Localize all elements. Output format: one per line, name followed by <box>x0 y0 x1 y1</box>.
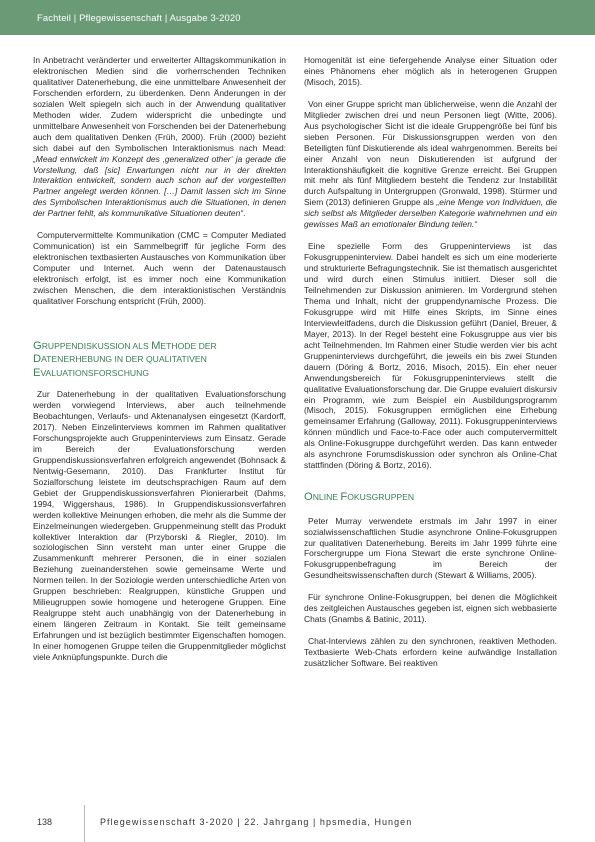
footer-imprint: Pflegewissenschaft 3-2020 | 22. Jahrgang | hpsmedia, Hungen <box>100 817 413 827</box>
paragraph: Computervermittelte Kommunikation (CMC = Computer Mediated Communication) ist ein Sammelbegriff für jegliche Form des elektronischen textbasierten Austausches von Kommunikation über Computer und Internet. Auch wenn der Datenaustausch elektronisch erfolgt, ist es immer noch eine Kommunikation zwischen Menschen, die dem interaktionistischen Verständnis qualitativer Forschung entspricht (Früh, 2000). <box>33 230 286 306</box>
paragraph: Homogenität ist eine tiefergehende Analyse einer Situation oder eines Phänomens eher möglich als in heterogenen Gruppen (Misoch, 2015). <box>304 55 557 87</box>
section-heading: GRUPPENDISKUSSION ALS METHODE DER DATENERHEBUNG IN DER QUALITATIVEN EVALUATIONSFORSCHUNG <box>33 339 217 379</box>
paragraph-text: . <box>243 208 246 219</box>
right-column <box>304 55 557 669</box>
header-bar <box>0 0 595 35</box>
paragraph <box>33 55 286 219</box>
paragraph: Peter Murray verwendete erstmals im Jahr 1997 in einer sozialwissenschaftlichen Studie asynchrone Online-Fokusgruppen zur qualitativen Datenerhebung. Bereits im Jahr 1999 führte eine Forschergruppe um Fiona Stewart die erste synchrone Online-Fokusgruppenbefragung im Bereich der Gesundheitswissenschaften durch (Stewart & Williams, 2005). <box>304 515 557 581</box>
paragraph: Zur Datenerhebung in der qualitativen Evaluationsforschung werden vorwiegend Interviews, aber auch teilnehmende Beobachtungen, Verlaufs- und Aktenanalysen eingesetzt (Kardorff, 2017). Neben Einzelinterviews kommen im Rahmen qualitativer Forschungsprojekte auch Gruppeninterviews zum Einsatz. Gerade im Bereich der Evaluationsforschung werden Gruppendiskussionsverfahren erfolgreich angewendet (Bohnsack & Nentwig-Gesemann, 2010). Das Frankfurter Institut für Sozialforschung leistete im deutschsprachigen Raum auf dem Gebiet der Gruppendiskussionsverfahren Pionierarbeit (Dahms, 1994, Wiggershaus, 1986). In Gruppendiskussionsverfahren werden kollektive Meinungen erhoben, die mehr als die Summe der Einzelmeinungen wiedergeben. Gruppenmeinung stellt das Produkt kollektiver Interaktion dar (Przyborski & Riegler, 2010). Im soziologischen Sinn versteht man unter einer Gruppe die Zusammenkunft mehrerer Personen, die in einer sozialen Beziehung zueinanderstehen sowie gemeinsame Werte und Normen teilen. In der Soziologie werden unterschiedliche Arten von Gruppen beschrieben: Realgruppen, künstliche Gruppen und Milieugruppen sowie homogene und heterogene Gruppen. Eine Realgruppe steht auch unabhängig von der Datenerhebung in einem längeren Zeitraum in Kontakt. Sie teilt gemeinsame Erfahrungen und ist bezüglich bestimmter Eigenschaften homogen. In einer homogenen Gruppe teilen die Gruppenmitglieder möglichst viele Anknüpfungspunkte. Durch die <box>33 389 286 662</box>
paragraph: Für synchrone Online-Fokusgruppen, bei denen die Möglichkeit des zeitgleichen Austausches gegeben ist, eignen sich webbasierte Chats (Gnambs & Batinic, 2011). <box>304 592 557 625</box>
paragraph <box>304 99 557 230</box>
section-heading: ONLINE FOKUSGRUPPEN <box>304 491 415 504</box>
paragraph-text: In Anbetracht veränderter und erweiterter Alltagskommunikation in elektronischen Medien sind die vorherrschenden Techniken qualitativer Datenerhebung, die eine unmittelbare Anwesenheit der Forschenden erfordern, zu überdenken. Denn Änderungen in der sozialen Welt spiegeln sich auch in der Anwendung qualitativer Methoden wider. Zudem widerspricht die unbedingte und unmittelbare Anwesenheit von Forschenden bei der Datenerhebung auch dem qualitativen Denken (Früh, 2000). Früh (2000) bezieht sich dabei auf den Symbolischen Interaktionismus nach Mead: <box>33 55 286 153</box>
quotation: „Mead entwickelt im Konzept des ‚generalized other‘ ja gerade die Vorstellung, daß [sic] Erwartungen nicht nur in der direkten Interaktion entwickelt, sondern auch schon auf der vorgestellten Partner angelegt werden können. […] Damit lassen sich im Sinne des Symbolischen Interaktionismus auch die Situationen, in denen der Partner fehlt, als kommunikative Situationen deuten“ <box>33 153 286 219</box>
running-header: Fachteil | Pflegewissenschaft | Ausgabe 3-2020 <box>37 12 241 23</box>
quotation: „eine Menge von Individuen, die sich selbst als Mitglieder derselben Kategorie wahrnehmen und ein gewisses Maß an emotionaler Bindung teilen.“ <box>304 197 557 230</box>
paragraph: Eine spezielle Form des Gruppeninterviews ist das Fokusgruppeninterview. Dabei handelt es sich um eine moderierte und strukturierte Befragungstechnik. Sie ist thematisch ausgerichtet und wird durch einen Stimulus initiiert. Dieser soll die Teilnehmenden zur Diskussion animieren. Im Vordergrund stehen Thema und Inhalt, nicht der gruppendynamische Prozess. Die Fokusgruppe wird mit Hilfe eines Skripts, im Sinne eines Interviewleitfadens, durch die Diskussion geführt (Daniel, Breuer, & Mayer, 2013). In der Regel besteht eine Fokusgruppe aus vier bis acht Teilnehmenden. Im Rahmen einer Studie werden vier bis acht Gruppeninterviews durchgeführt, die jeweils ein bis zwei Stunden dauern (Döring & Bortz, 2016, Misoch, 2015). Ein eher neuer Anwendungsbereich für Fokusgruppeninterviews stellt die qualitative Evaluationsforschung dar. Die Gruppe evaluiert diskursiv ein Programm, wie zum Beispiel ein Ausbildungsprogramm (Misoch, 2015). Fokusgruppen ermöglichen eine Erhebung gemeinsamer Erfahrung (Galloway, 2011). Fokusgruppeninterviews können mündlich und Face-to-Face oder auch computervermittelt als Online-Fokusgruppe durchgeführt werden. Das kann entweder als asynchrone Forumsdiskussion oder synchron als Online-Chat stattfinden (Döring & Bortz, 2016). <box>304 241 557 471</box>
page-number: 138 <box>37 817 53 827</box>
footer-divider <box>84 805 85 842</box>
paragraph-text: Von einer Gruppe spricht man üblicherweise, wenn die Anzahl der Mitglieder zwischen drei und neun Personen liegt (Witte, 2006). Aus psychologischer Sicht ist die ideale Gruppengröße bei fünf bis sieben Personen. Für Diskussionsgruppen werden von den Beteiligten fünf Diskutierende als ideal wahrgenommen. Bereits bei einer Anzahl von neun Diskutierenden ist aufgrund der Interaktionshäufigkeit die kognitive Grenze erreicht. Bei Gruppen mit mehr als fünf Mitgliedern besteht die Tendenz zur Instabilität durch Aufspaltung in Untergruppen (Gronwald, 1998). Stürmer und Siem (2013) definieren Gruppe als <box>304 98 557 208</box>
left-column <box>33 55 286 663</box>
paragraph: Chat-Interviews zählen zu den synchronen, reaktiven Methoden. Textbasierte Web-Chats erfordern keine aufwändige Installation zusätzlicher Software. Bei reaktiven <box>304 636 557 668</box>
